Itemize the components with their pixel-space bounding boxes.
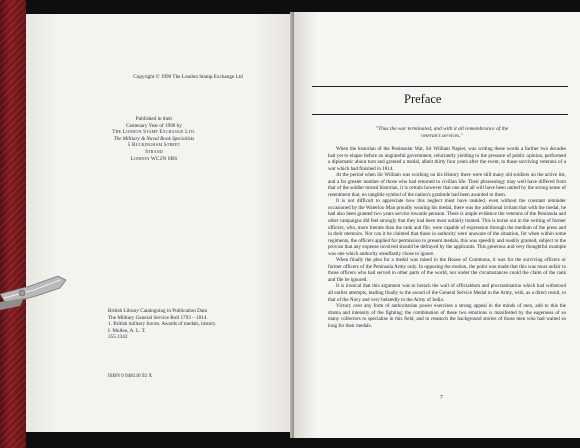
cip-line-2: The Military General Service Roll 1793 – 1814. [108, 314, 208, 321]
paragraph-6: Victory over any form of authoritarian power exercises a strong appeal in the minds of men, add to this the drama and intensity of the fighting; the combination of these two emotions is manifested by the eagerness of so many collectors to specialise in this field, and to research the background stories of those men who had waited so long for their medals. [328, 303, 566, 329]
isbn-line: ISBN 0 948130 92 X [108, 373, 153, 379]
paragraph-2: At the period when Sir William was working on his History there were still many old soldiers on the active list, and a far greater number of those who had returned to civilian life. Their phraseology may well have differed from that of the soldier turned historian, it is certain however that one and all will have been united by the strong sense of resentment that, no tangible symbol of the nation's gratitude had been awarded to them. [328, 172, 566, 198]
publisher-tagline: The Military & Naval Book Specialists [113, 135, 195, 142]
cip-line-5: 355.1342 [108, 334, 128, 341]
publisher-block [104, 116, 204, 162]
cip-line-1: British Library Cataloguing in Publication Data [108, 308, 207, 314]
centenary-line: Centenary Year of 1990 by [126, 122, 182, 129]
address-line-3: London WC2N 6BS [130, 155, 178, 162]
cataloguing-data [108, 308, 228, 341]
address-line-1: 5 Buckingham Street [127, 142, 181, 149]
title-rule-bottom [312, 114, 568, 115]
cip-line-4: I. Mullen, A. L. T. [108, 327, 146, 334]
paragraph-3: It is not difficult to appreciate how this neglect must have rankled, even without the constant reminder occasioned by the Waterloo Man proudly wearing his medal, there was the additional irritant that with the medal, he had also been granted two years service towards pension. There is ample evidence the veterans of the Peninsula and other campaigns did feel strongly that they had been most unfairly treated. This is borne out in the writing of former officers, who, more literate than the rank and file, were capable of expression through the medium of the press and in their memoirs. Nor can it be claimed that those in authority were unaware of the situation, for when within some regiments, the officers applied for permission to present medals, this was speedily and readily granted, subject to the proviso that any expense involved should be defrayed by the applicants. This generous and very thoughtful example was one which authority steadfastly chose to ignore. [328, 198, 566, 257]
page-title: Preface [404, 92, 442, 106]
page-number: 7 [440, 395, 443, 401]
address-line-2: Strand [145, 148, 163, 155]
title-rule-top [312, 86, 568, 87]
publisher-name: The London Stamp Exchange Ltd. [112, 129, 196, 136]
preface-body [328, 146, 566, 329]
paragraph-4: When finally the plea for a medal was raised in the House of Commons, it was for the surviving officers or former officers of the Peninsula Army only. In opposing the motion, the point was made that this was most unfair to those officers who had served in other parts of the world, nor under the circumstances could the claim of the rank and file be ignored. [328, 257, 566, 283]
book-cover-edge [0, 0, 26, 448]
epigraph-line-2: veteran's services." [421, 132, 463, 139]
page-clip-icon [0, 272, 70, 312]
published-in-line: Published in their [135, 116, 173, 122]
epigraph [318, 126, 566, 140]
cip-line-3: 1. British military forces. Awards of medals, history [108, 321, 216, 328]
epigraph-line-1: "Thus the war terminated, and with it all remembrance of the [375, 126, 509, 132]
paragraph-5: It is ironical that this argument was to breach the wall of officialdom and procrastination which had withstood all earlier attempts, leading finally to the award of the General Service Medal to the Army, with, as a direct result, to that of the Navy and very belatedly to the Army of India. [328, 283, 566, 303]
paragraph-1: When the historian of the Peninsular War, Sir William Napier, was writing these words a further two decades had yet to elapse before an ungrateful government, reluctantly yielding to the pressure of public opinion, performed a diplomatic about turn and granted a medal, albeit thirty four years after the event, to those surviving veterans of a war which had finished in 1814. [328, 146, 566, 172]
copyright-line: Copyright © 1990 The London Stamp Exchange Ltd [133, 74, 243, 80]
